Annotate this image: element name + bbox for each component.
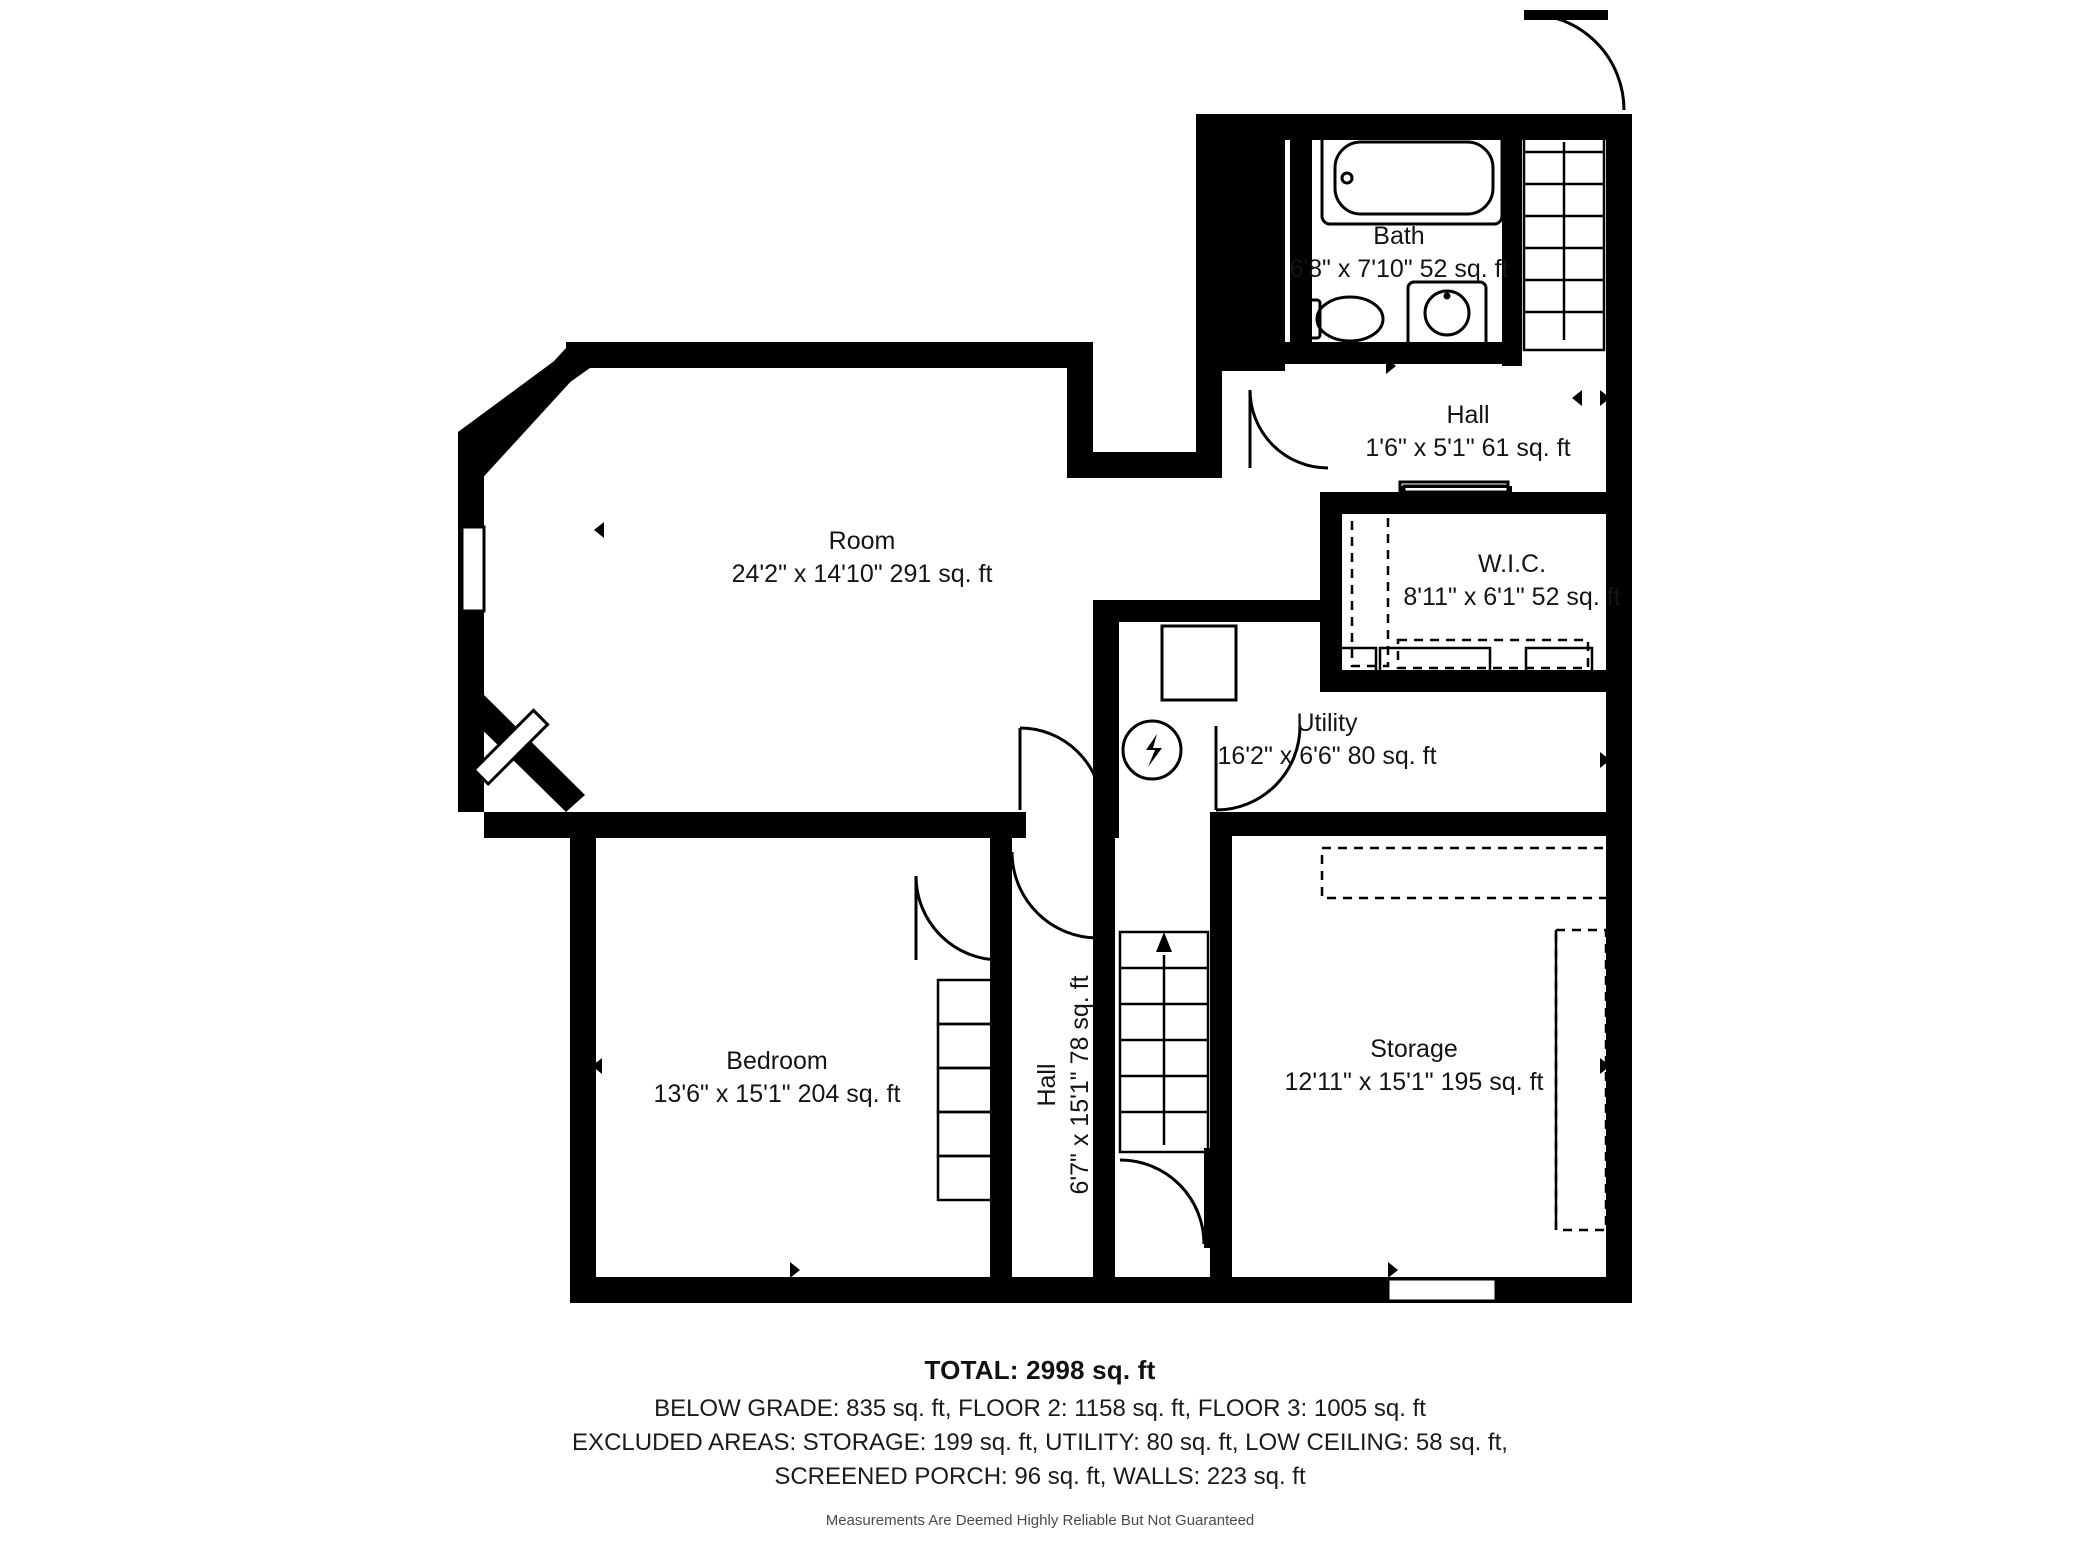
total-area: TOTAL: 2998 sq. ft (924, 1355, 1156, 1385)
toilet-icon (1300, 297, 1383, 341)
room-dimensions: 13'6" x 15'1" 204 sq. ft (653, 1080, 901, 1108)
room-label-bedroom (654, 1045, 901, 1111)
excluded-areas-line-2: SCREENED PORCH: 96 sq. ft, WALLS: 223 sq. ft (774, 1463, 1306, 1491)
sink-icon (1408, 282, 1486, 348)
room-label-utility (1217, 707, 1436, 773)
area-summary (0, 1355, 2080, 1529)
stairs-upper (1524, 120, 1604, 350)
room-dimensions: 8'11" x 6'1" 52 sq. ft (1403, 583, 1621, 611)
excluded-areas-line-1: EXCLUDED AREAS: STORAGE: 199 sq. ft, UTILITY: 80 sq. ft, LOW CEILING: 58 sq. ft, (572, 1429, 1508, 1457)
room-name: Hall (1033, 1063, 1061, 1107)
floor-breakdown: BELOW GRADE: 835 sq. ft, FLOOR 2: 1158 sq. ft, FLOOR 3: 1005 sq. ft (654, 1395, 1426, 1422)
room-dimensions: 16'2" x 6'6" 80 sq. ft (1217, 742, 1437, 770)
room-dimensions: 6'7" x 15'1" 78 sq. ft (1066, 975, 1094, 1195)
room-name: Hall (1446, 401, 1490, 429)
room-name: Storage (1370, 1035, 1458, 1063)
stairs-lower (1120, 932, 1208, 1152)
room-label-wic (1403, 548, 1620, 614)
room-label-bath (1289, 220, 1508, 286)
room-label-hall-upper (1365, 399, 1570, 465)
room-dimensions: 24'2" x 14'10" 291 sq. ft (731, 560, 993, 588)
measurement-disclaimer: Measurements Are Deemed Highly Reliable But Not Guaranteed (825, 1512, 1255, 1530)
room-label-room (732, 525, 993, 591)
room-label-storage (1285, 1033, 1544, 1099)
room-name: Room (828, 527, 896, 555)
room-dimensions: 1'6" x 5'1" 61 sq. ft (1365, 434, 1571, 462)
room-name: Bath (1373, 222, 1425, 250)
room-dimensions: 6'8" x 7'10" 52 sq. ft (1289, 255, 1509, 283)
room-name: Bedroom (726, 1047, 828, 1075)
room-name: Utility (1296, 709, 1358, 737)
room-dimensions: 12'11" x 15'1" 195 sq. ft (1284, 1068, 1544, 1096)
room-label-hall-lower (1031, 975, 1097, 1194)
storage-shelving (1556, 930, 1606, 1230)
room-name: W.I.C. (1477, 550, 1547, 578)
